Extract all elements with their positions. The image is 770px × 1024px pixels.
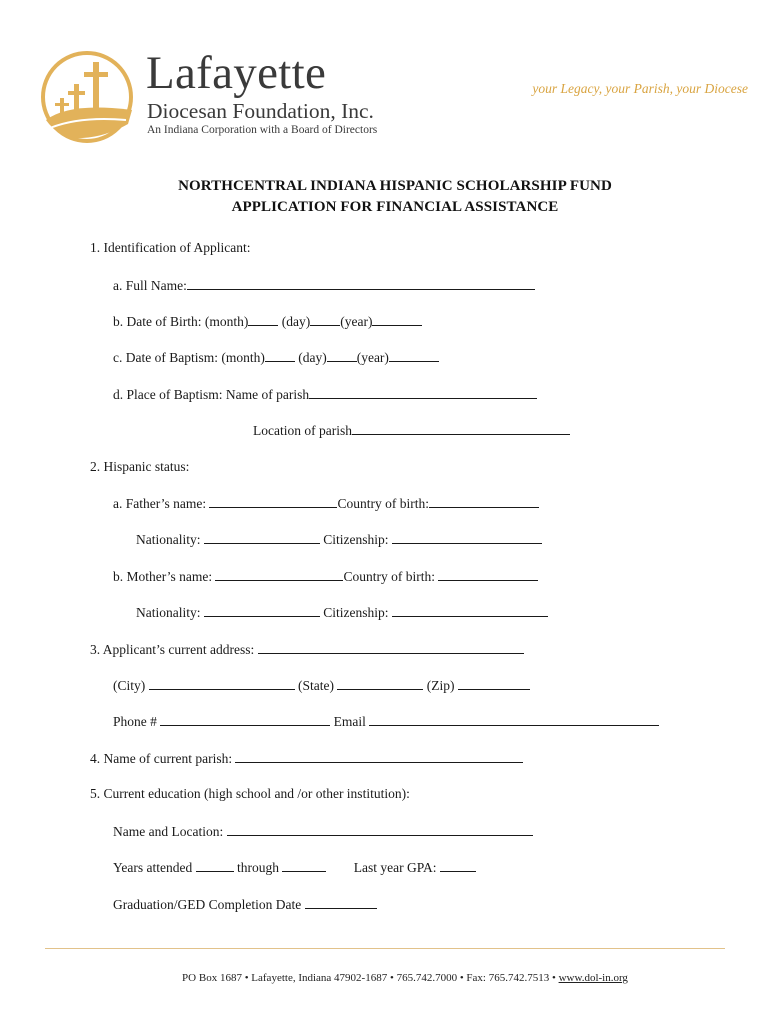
email-field[interactable] [369, 713, 659, 726]
section-5-heading: 5. Current education (high school and /or other institution): [90, 786, 410, 801]
full-name-label: a. Full Name: [113, 278, 187, 293]
graduation-row [113, 896, 377, 913]
baptism-year-label: (year) [356, 350, 389, 365]
father-country-field[interactable] [429, 495, 539, 508]
gpa-field[interactable] [440, 859, 476, 872]
baptism-month-label: c. Date of Baptism: (month) [113, 350, 265, 365]
mother-name-field[interactable] [215, 568, 343, 581]
form-subtitle: APPLICATION FOR FINANCIAL ASSISTANCE [231, 199, 559, 215]
foundation-logo-icon [40, 50, 134, 144]
current-parish-label: 4. Name of current parish: [90, 751, 233, 766]
zip-field[interactable] [458, 677, 530, 690]
baptism-parish-label: d. Place of Baptism: Name of parish [113, 387, 310, 402]
baptism-location-label: Location of parish [253, 423, 352, 438]
org-name: Lafayette [146, 47, 327, 99]
footer-address: PO Box 1687 • Lafayette, Indiana 47902-1687 • 765.742.7000 • Fax: 765.742.7513 • [182, 972, 559, 984]
father-citizenship-field[interactable] [392, 531, 542, 544]
mother-country-label: Country of birth: [343, 569, 435, 584]
baptism-date-row [113, 349, 439, 366]
baptism-month-field[interactable] [265, 349, 295, 362]
father-country-label: Country of birth: [337, 496, 429, 511]
mother-country-field[interactable] [438, 568, 538, 581]
email-label: Email [333, 714, 366, 729]
baptism-day-label: (day) [298, 350, 327, 365]
gpa-label: Last year GPA: [353, 860, 437, 875]
phone-label: Phone # [113, 714, 157, 729]
city-label: (City) [113, 678, 146, 693]
years-attended-label: Years attended [113, 860, 193, 875]
years-from-field[interactable] [196, 859, 234, 872]
baptism-day-field[interactable] [327, 349, 357, 362]
father-row [113, 495, 539, 512]
mother-citizenship-label: Citizenship: [323, 605, 389, 620]
phone-email-row [113, 713, 659, 730]
full-name-field[interactable] [187, 277, 535, 290]
section-2-heading: 2. Hispanic status: [90, 459, 190, 474]
address-label: 3. Applicant’s current address: [90, 642, 255, 657]
dob-day-label: (day) [281, 314, 311, 329]
dob-month-label: b. Date of Birth: (month) [113, 314, 249, 329]
tagline: your Legacy, your Parish, your Diocese [532, 81, 748, 96]
name-location-row [113, 823, 533, 840]
footer-divider [45, 948, 725, 949]
mother-nationality-field[interactable] [204, 604, 320, 617]
org-description: An Indiana Corporation with a Board of Directors [147, 124, 378, 136]
years-to-field[interactable] [282, 859, 326, 872]
name-location-label: Name and Location: [113, 824, 224, 839]
father-nationality-field[interactable] [204, 531, 320, 544]
mother-nationality-row [136, 604, 548, 621]
zip-label: (Zip) [426, 678, 455, 693]
full-name-row [113, 277, 535, 294]
city-field[interactable] [149, 677, 295, 690]
baptism-location-field[interactable] [352, 422, 570, 435]
phone-field[interactable] [160, 713, 330, 726]
years-gpa-row [113, 859, 476, 876]
website-link[interactable]: www.dol-in.org [558, 972, 628, 984]
through-label: through [236, 860, 279, 875]
state-label: (State) [298, 678, 334, 693]
mother-name-label: b. Mother’s name: [113, 569, 213, 584]
father-name-field[interactable] [209, 495, 337, 508]
baptism-parish-field[interactable] [309, 386, 537, 399]
baptism-location-row [253, 422, 570, 439]
father-nationality-row [136, 531, 542, 548]
mother-row [113, 568, 538, 585]
baptism-parish-row [113, 386, 537, 403]
father-citizenship-label: Citizenship: [323, 532, 389, 547]
graduation-label: Graduation/GED Completion Date [113, 897, 302, 912]
dob-month-field[interactable] [248, 313, 278, 326]
parish-row [90, 750, 523, 767]
graduation-date-field[interactable] [305, 896, 377, 909]
footer-contact [0, 972, 770, 984]
dob-day-field[interactable] [310, 313, 340, 326]
dob-year-field[interactable] [372, 313, 422, 326]
mother-citizenship-field[interactable] [392, 604, 548, 617]
form-title: NORTHCENTRAL INDIANA HISPANIC SCHOLARSHIP FUND [178, 178, 612, 194]
section-1-heading: 1. Identification of Applicant: [90, 240, 251, 255]
address-field[interactable] [258, 641, 524, 654]
state-field[interactable] [337, 677, 423, 690]
baptism-year-field[interactable] [389, 349, 439, 362]
dob-year-label: (year) [340, 314, 373, 329]
city-state-zip-row [113, 677, 530, 694]
mother-nationality-label: Nationality: [136, 605, 201, 620]
current-parish-field[interactable] [235, 750, 523, 763]
father-name-label: a. Father’s name: [113, 496, 207, 511]
dob-row [113, 313, 422, 330]
name-location-field[interactable] [227, 823, 533, 836]
org-subtitle: Diocesan Foundation, Inc. [147, 99, 374, 123]
address-row [90, 641, 524, 658]
father-nationality-label: Nationality: [136, 532, 201, 547]
